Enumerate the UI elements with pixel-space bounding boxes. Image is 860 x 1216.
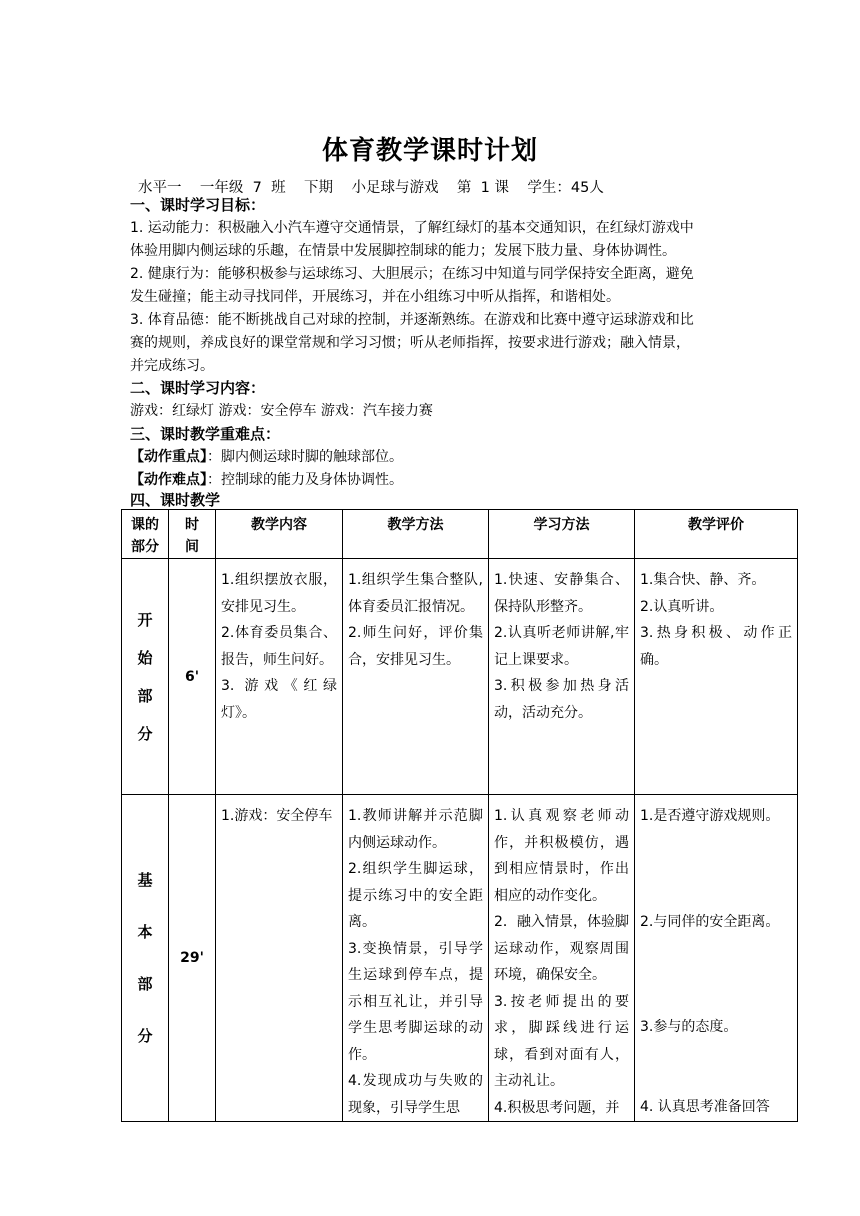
table-row	[122, 795, 798, 1122]
key-point-line	[130, 446, 740, 469]
objective-line: 体验用脚内侧运球的乐趣，在情景中发展脚控制球的能力；发展下肢力量、身体协调性。	[130, 243, 676, 259]
evaluation-cell: 1.集合快、静、齐。 2.认真听讲。 3.热身积极、动作正确。	[635, 559, 798, 795]
objective-line: 赛的规则，养成良好的课堂常规和学习习惯；听从老师指挥，按要求进行游戏；融入情景，	[130, 335, 690, 351]
time-cell: 29'	[169, 795, 216, 1122]
difficulty-label: 【动作难点】	[130, 472, 207, 488]
method-cell: 1.组织学生集合整队,体育委员汇报情况。 2.师生问好，评价集合，安排见习生。	[343, 559, 489, 795]
objective-line: 1. 运动能力：积极融入小汽车遵守交通情景，了解红绿灯的基本交通知识，在红绿灯游戏中	[130, 220, 694, 236]
class-info-line: 水平一 一年级 7 班 下期 小足球与游戏 第 1 课 学生：45人	[138, 180, 604, 196]
header-learning: 学习方法	[489, 510, 635, 559]
difficulty-text: ：控制球的能力及身体协调性。	[207, 472, 403, 488]
section1-heading: 一、课时学习目标：	[130, 196, 266, 214]
document-title: 体育教学课时计划	[321, 136, 538, 166]
section3-heading: 三、课时教学重难点：	[130, 425, 281, 443]
content-cell: 1.游戏：安全停车	[216, 795, 343, 1122]
header-evaluation: 教学评价	[635, 510, 798, 559]
lesson-plan-table	[121, 509, 798, 1122]
method-cell: 1.教师讲解并示范脚内侧运球动作。 2.组织学生脚运球，提示练习中的安全距离。 3.变换情景，引导学生运球到停车点，提示相互礼让，并引导学生思考脚运球的动作。 4.发现成功与失败的现象，引导学生思	[343, 795, 489, 1122]
content-cell: 1.组织摆放衣服，安排见习生。 2.体育委员集合、报告，师生问好。 3. 游戏《红绿灯》。	[216, 559, 343, 795]
learning-cell: 1.快速、安静集合、保持队形整齐。 2.认真听老师讲解,牢记上课要求。 3.积极参加热身活动，活动充分。	[489, 559, 635, 795]
learning-cell: 1.认真观察老师动作，并积极模仿，遇到相应情景时，作出相应的动作变化。 2．融入情景，体验脚运球动作，观察周围环境，确保安全。 3.按老师提出的要求，脚踩线进行运球，看到对面有人，主动礼让。 4.积极思考问题，并	[489, 795, 635, 1122]
header-part: 课的 部分	[122, 510, 169, 559]
learning-content: 游戏：红绿灯 游戏：安全停车 游戏：汽车接力赛	[130, 403, 433, 419]
header-content: 教学内容	[216, 510, 343, 559]
key-point-label: 【动作重点】	[130, 449, 207, 465]
objective-line: 2. 健康行为：能够积极参与运球练习、大胆展示；在练习中知道与同学保持安全距离，避免	[130, 266, 694, 282]
header-method: 教学方法	[343, 510, 489, 559]
objective-line: 发生碰撞；能主动寻找同伴，开展练习，并在小组练习中听从指挥，和谐相处。	[130, 289, 620, 305]
part-cell-start: 开 始 部 分	[122, 559, 169, 795]
time-cell: 6'	[169, 559, 216, 795]
section4-heading: 四、课时教学	[130, 491, 221, 509]
key-point-text: ：脚内侧运球时脚的触球部位。	[207, 449, 403, 465]
objective-line: 并完成练习。	[130, 358, 214, 374]
objective-line: 3. 体育品德：能不断挑战自己对球的控制，并逐渐熟练。在游戏和比赛中遵守运球游戏和比	[130, 312, 694, 328]
evaluation-cell: 1.是否遵守游戏规则。 2.与同伴的安全距离。 3.参与的态度。 4. 认真思考准备回答	[635, 795, 798, 1122]
table-row	[122, 559, 798, 795]
part-cell-basic: 基 本 部 分	[122, 795, 169, 1122]
section2-heading: 二、课时学习内容：	[130, 379, 266, 397]
header-time: 时 间	[169, 510, 216, 559]
table-header-row	[122, 510, 798, 559]
